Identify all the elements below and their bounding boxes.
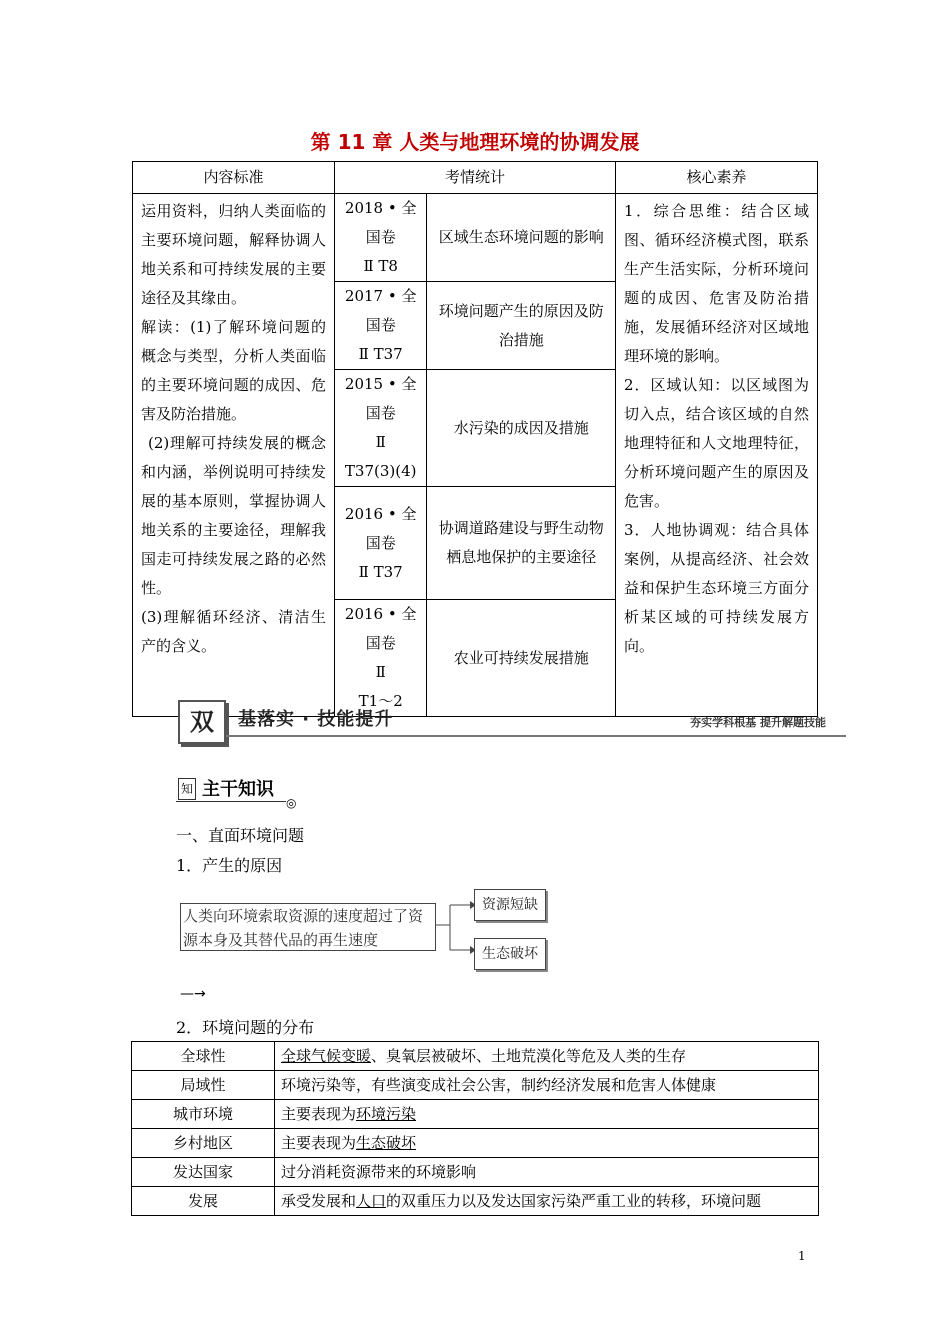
core-literacy-cell bbox=[616, 194, 818, 717]
exam-cell: 2018 • 全国卷 Ⅱ T8 bbox=[335, 194, 427, 282]
table-row bbox=[132, 1042, 819, 1071]
exam-cell: 2016 • 全国卷 Ⅱ T1～2 bbox=[335, 600, 427, 717]
table-row bbox=[132, 1071, 819, 1100]
literacy-para: 1．综合思维：结合区域图、循环经济模式图，联系生产生活实际，分析环境问题的成因、危害及防治措施，发展循环经济对区域地理环境的影响。 bbox=[624, 202, 809, 365]
banner-title: 基落实 · 技能提升 bbox=[238, 709, 394, 730]
knowledge-icon: 知 bbox=[178, 778, 196, 800]
row-value: 过分消耗资源带来的环境影响 bbox=[275, 1158, 819, 1187]
target-mark-icon: ◎ bbox=[286, 796, 297, 810]
topic-cell: 环境问题产生的原因及防治措施 bbox=[427, 282, 616, 370]
header-content-standard: 内容标准 bbox=[133, 162, 335, 194]
table-row bbox=[132, 1187, 819, 1216]
row-key: 局域性 bbox=[132, 1071, 275, 1100]
exam-cell: 2017 • 全国卷 Ⅱ T37 bbox=[335, 282, 427, 370]
standard-para: 解读：(1)了解环境问题的概念与类型，分析人类面临的主要环境问题的成因、危害及防治措施。 bbox=[141, 318, 326, 423]
banner-subtitle: 夯实学科根基 提升解题技能 bbox=[690, 716, 826, 729]
row-value: 环境污染等，有些演变成社会公害，制约经济发展和危害人体健康 bbox=[275, 1071, 819, 1100]
row-value: 主要表现为生态破坏 bbox=[275, 1129, 819, 1158]
section-banner bbox=[178, 697, 846, 745]
standard-para: (2)理解可持续发展的概念和内涵，举例说明可持续发展的基本原则，掌握协调人地关系的主要途径，理解我国走可持续发展之路的必然性。 bbox=[141, 434, 326, 597]
overview-table bbox=[132, 161, 818, 717]
page-number: 1 bbox=[798, 1249, 806, 1263]
table-row bbox=[132, 1158, 819, 1187]
banner-badge: 双 bbox=[178, 700, 226, 744]
subheading-cause: 1．产生的原因 bbox=[176, 856, 283, 875]
row-key: 发展 bbox=[132, 1187, 275, 1216]
banner-divider bbox=[226, 735, 846, 737]
standard-para: 运用资料，归纳人类面临的主要环境问题，解释协调人地关系和可持续发展的主要途径及其缘由。 bbox=[141, 202, 326, 307]
section-heading: 一、直面环境问题 bbox=[176, 826, 305, 845]
overview-header-row bbox=[133, 162, 818, 194]
literacy-para: 3．人地协调观：结合具体案例，从提高经济、社会效益和保护生态环境三方面分析某区域的可持续发展方向。 bbox=[624, 521, 809, 655]
result-ecological-damage: 生态破坏 bbox=[474, 938, 546, 970]
topic-cell: 区域生态环境问题的影响 bbox=[427, 194, 616, 282]
cause-box: 人类向环境索取资源的速度超过了资源本身及其替代品的再生速度 bbox=[180, 903, 436, 951]
header-core-literacy: 核心素养 bbox=[616, 162, 818, 194]
exam-cell: 2015 • 全国卷 Ⅱ T37(3)(4) bbox=[335, 370, 427, 487]
table-row bbox=[132, 1100, 819, 1129]
topic-cell: 农业可持续发展措施 bbox=[427, 600, 616, 717]
row-key: 全球性 bbox=[132, 1042, 275, 1071]
header-exam-stats: 考情统计 bbox=[335, 162, 616, 194]
subheading-distribution: 2．环境问题的分布 bbox=[176, 1018, 315, 1037]
exam-cell: 2016 • 全国卷 Ⅱ T37 bbox=[335, 487, 427, 600]
arrow-glyph: —→ bbox=[180, 986, 206, 1002]
distribution-table bbox=[131, 1041, 819, 1216]
row-value: 承受发展和人口的双重压力以及发达国家污染严重工业的转移，环境问题 bbox=[275, 1187, 819, 1216]
knowledge-title: 主干知识 bbox=[202, 779, 274, 800]
row-key: 城市环境 bbox=[132, 1100, 275, 1129]
content-standard-cell bbox=[133, 194, 335, 717]
standard-para: (3)理解循环经济、清洁生产的含义。 bbox=[141, 608, 326, 655]
topic-cell: 水污染的成因及措施 bbox=[427, 370, 616, 487]
flow-arrows bbox=[436, 886, 476, 966]
result-resource-shortage: 资源短缺 bbox=[474, 889, 546, 921]
row-value: 主要表现为环境污染 bbox=[275, 1100, 819, 1129]
row-value: 全球气候变暖、臭氧层被破坏、土地荒漠化等危及人类的生存 bbox=[275, 1042, 819, 1071]
table-row bbox=[132, 1129, 819, 1158]
topic-cell: 协调道路建设与野生动物栖息地保护的主要途径 bbox=[427, 487, 616, 600]
knowledge-underline bbox=[176, 801, 286, 802]
row-key: 发达国家 bbox=[132, 1158, 275, 1187]
page-title: 第 11 章 人类与地理环境的协调发展 bbox=[310, 130, 640, 154]
literacy-para: 2．区域认知：以区域图为切入点，结合该区域的自然地理特征和人文地理特征，分析环境问题产生的原因及危害。 bbox=[624, 376, 809, 510]
row-key: 乡村地区 bbox=[132, 1129, 275, 1158]
